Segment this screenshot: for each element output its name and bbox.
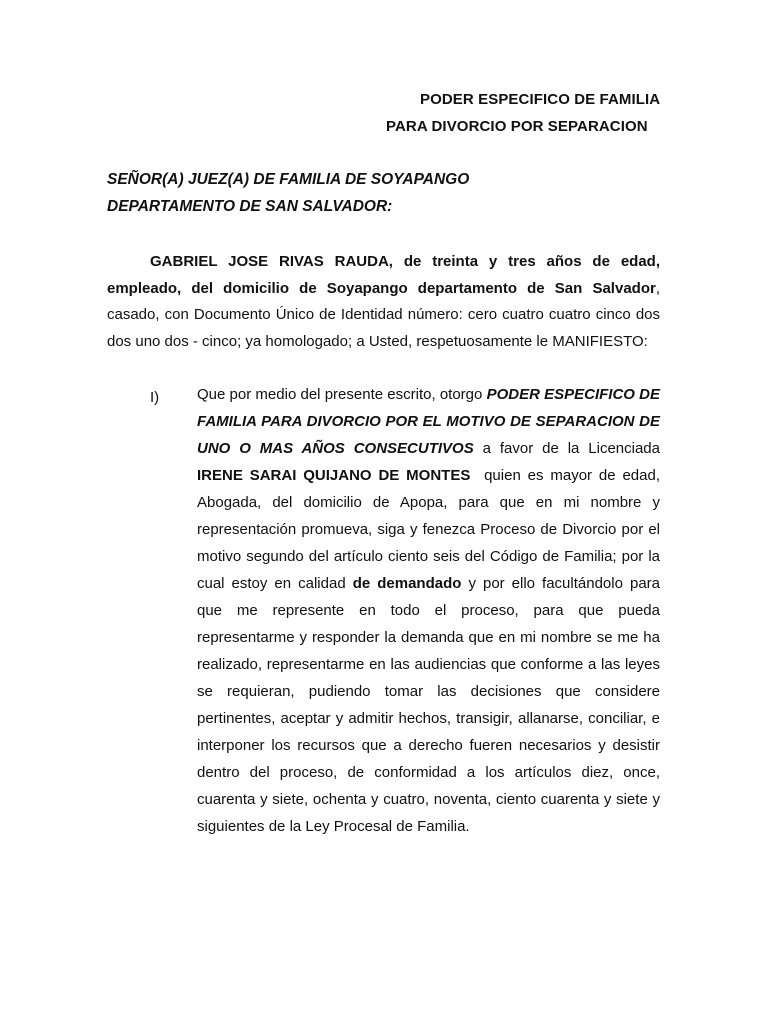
clause-text-d: y por ello facultándolo para que me represente en todo el proceso, para que pueda representarme y responder la demanda que en mi nombre se me ha realizado, representarme en las audiencias que conforme a las leyes se requieran, pudiendo tomar las decisiones que considere pertinentes, aceptar y admitir hechos, transigir, allanarse, conciliar, e interponer los recursos que a derecho fueren necesarios y desistir dentro del proceso, de conformidad a los artículos diez, once, cuarenta y siete, ochenta y cuatro, noventa, ciento cuarenta y siete y siguientes de la Ley Procesal de Familia. bbox=[197, 575, 660, 835]
clause-text-b: a favor de la Licenciada bbox=[473, 440, 660, 457]
intro-paragraph bbox=[107, 249, 660, 355]
clause-text-c: quien es mayor de edad, Abogada, del domicilio de Apopa, para que en mi nombre y representación promueva, siga y fenezca Proceso de Divorcio por el motivo segundo del artículo ciento seis del Código de Familia; por la cual estoy en calidad bbox=[197, 467, 665, 592]
attorney-name: IRENE SARAI QUIJANO DE MONTES bbox=[197, 467, 471, 484]
clause-text-a: Que por medio del presente escrito, otorgo bbox=[197, 386, 487, 403]
power-of-attorney-type: PODER ESPECIFICO DE FAMILIA PARA DIVORCIO POR EL MOTIVO DE SEPARACION DE UNO O MAS AÑOS CONSECUTIVOS bbox=[197, 386, 660, 457]
intro-text: , casado, con Documento Único de Identidad número: cero cuatro cuatro cinco dos dos uno dos - cinco; ya homologado; a Usted, respetuosamente le MANIFIESTO: bbox=[107, 279, 660, 350]
defendant-role: de demandado bbox=[352, 575, 462, 592]
document-title-line-1: PODER ESPECIFICO DE FAMILIA bbox=[420, 91, 661, 108]
addressee-judge: SEÑOR(A) JUEZ(A) DE FAMILIA DE SOYAPANGO bbox=[107, 171, 470, 188]
grantor-identification: GABRIEL JOSE RIVAS RAUDA, de treinta y tres años de edad, empleado, del domicilio de Soyapango departamento de San Salvador bbox=[107, 253, 660, 297]
clause-number: I) bbox=[150, 389, 160, 406]
document-title-line-2: PARA DIVORCIO POR SEPARACION bbox=[386, 118, 648, 135]
clause-paragraph bbox=[197, 381, 665, 840]
addressee-department: DEPARTAMENTO DE SAN SALVADOR: bbox=[107, 198, 393, 215]
